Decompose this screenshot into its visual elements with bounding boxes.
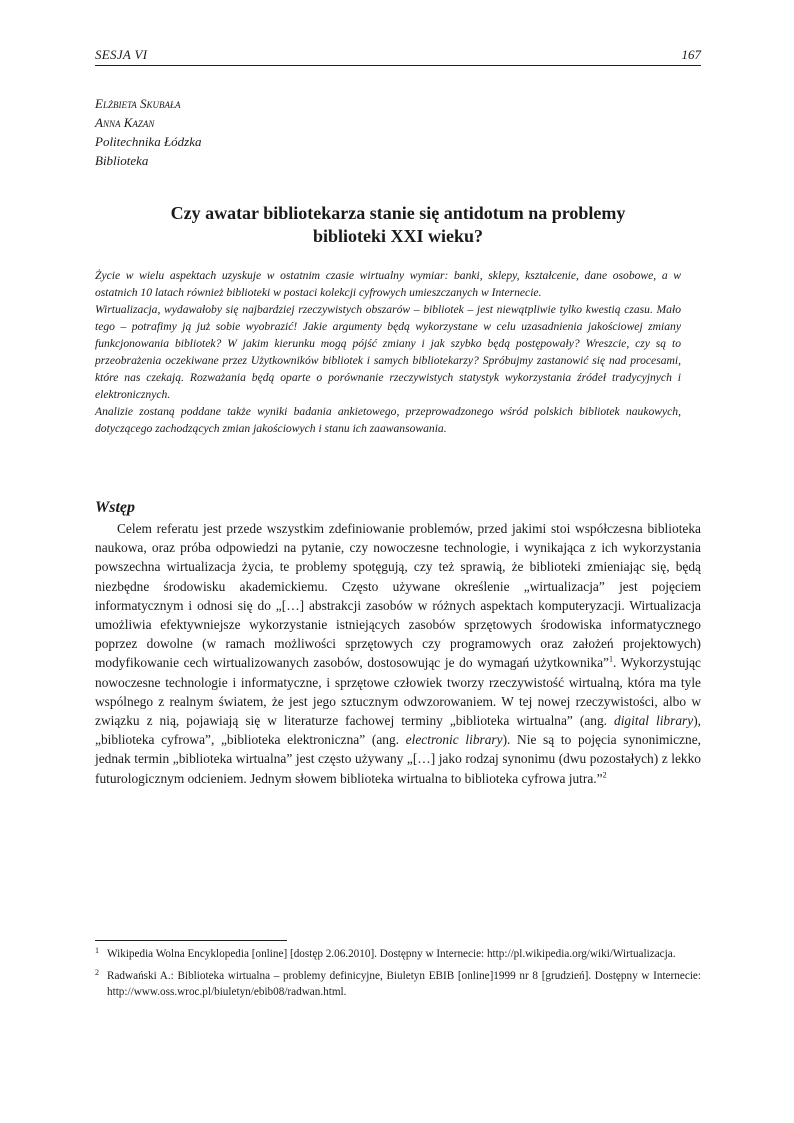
footnote-2-number: 2 [95, 968, 99, 977]
term-electronic-library: electronic library [405, 732, 503, 748]
session-label: SESJA VI [95, 47, 148, 62]
body-segment-1: Celem referatu jest przede wszystkim zdefiniowanie problemów, przed jakimi stoi współczesna biblioteka naukowa, oraz próba odpowiedzi na pytanie, czy nowoczesne technologie, i wynikająca z ich wykorzystania powszechna wirtualizacja życia, te problemy spotęgują, czy też sprawią, że biblioteki zmieniając się, będą niezbędne środowisku akademickiemu. Często używane określenie „wirtualizacja” jest pojęciem informatycznym i odnosi się do „[…] abstrakcji zasobów w różnych aspektach komputeryzacji. Wirtualizacja umożliwia efektywniejsze wykorzystanie istniejących zasobów sprzętowych środowiska informatycznego poprzez dowolne (w ramach możliwości sprzętowych czy programowych oraz założeń projektowych) modyfikowanie cech wirtualizowanych zasobów, dostosowując je do wymagań użytkownika” [95, 521, 701, 671]
author-block [95, 94, 202, 170]
footnote-1-number: 1 [95, 946, 99, 955]
author-1-last-name: Skubała [140, 96, 181, 111]
affiliation-institution: Politechnika Łódzka [95, 134, 202, 149]
body-segment-3: ), „biblioteka cyfrowa”, „biblioteka elektroniczna” (ang. [95, 713, 701, 748]
footnote-ref-2: 2 [602, 770, 607, 780]
body-paragraph [95, 519, 701, 788]
paper-title [95, 202, 701, 248]
footnote-separator [95, 940, 287, 941]
running-header [95, 47, 701, 66]
body-text [95, 519, 701, 788]
author-1 [95, 94, 202, 113]
paper-title-line-1: Czy awatar bibliotekarza stanie się antidotum na problemy [170, 203, 626, 223]
author-2-first-name: Anna [95, 115, 121, 130]
paper-title-line-2: biblioteki XXI wieku? [312, 226, 484, 246]
abstract [95, 267, 681, 437]
section-heading: Wstęp [95, 499, 135, 516]
author-2 [95, 113, 202, 132]
affiliation-department: Biblioteka [95, 153, 149, 168]
author-2-last-name: Kazan [123, 115, 155, 130]
author-1-first-name: Elżbieta [95, 96, 137, 111]
body-segment-2: . Wykorzystując nowoczesne technologie i informatyczne, i sprzętowe człowiek tworzy rzeczywistość wirtualną, która ma tyle wspólnego z realnym światem, że jest jego sztucznym odwzorowaniem. W tej nowej rzeczywistości, albo w związku z nią, pojawiają się w literaturze fachowej terminy „biblioteka wirtualna” (ang. [95, 655, 701, 729]
term-digital-library: digital library [614, 713, 694, 729]
footnote-2 [95, 968, 701, 1000]
abstract-paragraph-1: Życie w wielu aspektach uzyskuje w ostatnim czasie wirtualny wymiar: banki, sklepy, kształcenie, dane osobowe, a w ostatnich 10 latach również biblioteki w postaci kolekcji cyfrowych umieszczanych w Internecie. [95, 269, 681, 299]
page-number: 167 [681, 47, 701, 62]
footnote-1-text: Wikipedia Wolna Encyklopedia [online] [dostęp 2.06.2010]. Dostępny w Internecie: http://pl.wikipedia.org/wiki/Wirtualizacja. [107, 948, 676, 960]
body-segment-4: ). Nie są to pojęcia synonimiczne, jednak termin „biblioteka wirtualna” jest często używany „[…] jako rodzaj synonimu (dwu pozostałych) z lekko futurologicznym odcieniem. Jednym słowem biblioteka wirtualna to biblioteka cyfrowa jutra.” [95, 732, 701, 786]
abstract-paragraph-2: Wirtualizacja, wydawałoby się najbardziej rzeczywistych obszarów – bibliotek – jest niewątpliwie tylko kwestią czasu. Mało tego – potrafimy ją już sobie wyobrazić! Jakie argumenty będą wykorzystane w celu uzasadnienia jakościowej zmiany funkcjonowania bibliotek? W jakim kierunku mogą pójść zmiany i jak szybko będą postępowały? Wreszcie, czy są to przeobrażenia oczekiwane przez Użytkowników bibliotek i samych bibliotekarzy? Spróbujmy zastanowić się nad procesami, które nas czekają. Rozważania będą oparte o porównanie rzeczywistych statystyk wykorzystania źródeł tradycyjnych i elektronicznych. [95, 303, 681, 401]
footnote-ref-1: 1 [609, 654, 613, 664]
footnote-2-text: Radwański A.: Biblioteka wirtualna – problemy definicyjne, Biuletyn EBIB [online]1999 nr 8 [grudzień]. Dostępny w Internecie: http://www.oss.wroc.pl/biuletyn/ebib08/radwan.html. [107, 970, 701, 998]
footnotes [95, 946, 701, 1006]
abstract-paragraph-3: Analizie zostaną poddane także wyniki badania ankietowego, przeprowadzonego wśród polskich bibliotek naukowych, dotyczącego zachodzących zmian jakościowych i stanu ich zaawansowania. [95, 405, 681, 435]
footnote-1 [95, 946, 701, 962]
